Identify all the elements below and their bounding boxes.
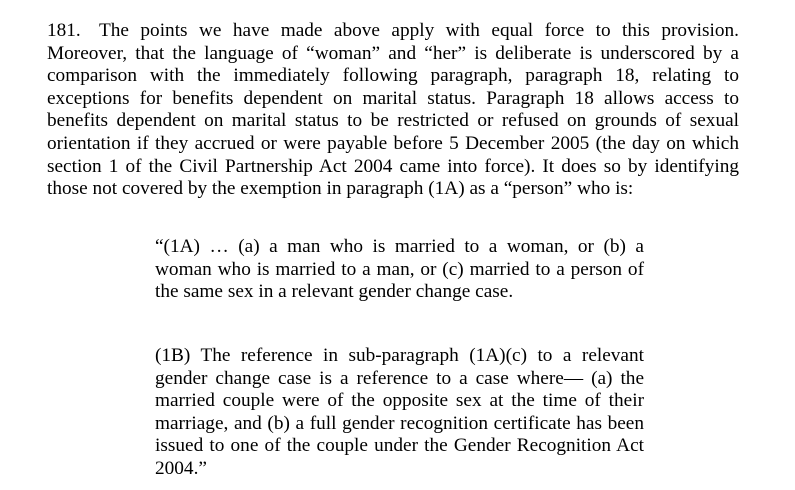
paragraph-number: 181. [47,20,81,41]
quoted-provision-1b: (1B) The reference in sub-paragraph (1A)(c) to a relevant gender change case is a reference to a case where— (a) the married couple were of the opposite sex at the time of their marriage, and (b) a full gender recognition certificate has been issued to one of the couple under the Gender Recognition Act 2004.” [155,345,644,479]
quoted-provision-1a: “(1A) … (a) a man who is married to a woman, or (b) a woman who is married to a man, or (c) married to a person of the same sex in a relevant gender change case. [155,236,644,303]
judgment-paragraph [47,20,739,201]
paragraph-text: The points we have made above apply with equal force to this provision. Moreover, that the language of “woman” and “her” is deliberate is underscored by a comparison with the immediately following paragraph, paragraph 18, relating to exceptions for benefits dependent on marital status. Paragraph 18 allows access to benefits dependent on marital status to be restricted or refused on grounds of sexual orientation if they accrued or were payable before 5 December 2005 (the day on which section 1 of the Civil Partnership Act 2004 came into force). It does so by identifying those not covered by the exemption in paragraph (1A) as a “person” who is: [47,20,739,200]
